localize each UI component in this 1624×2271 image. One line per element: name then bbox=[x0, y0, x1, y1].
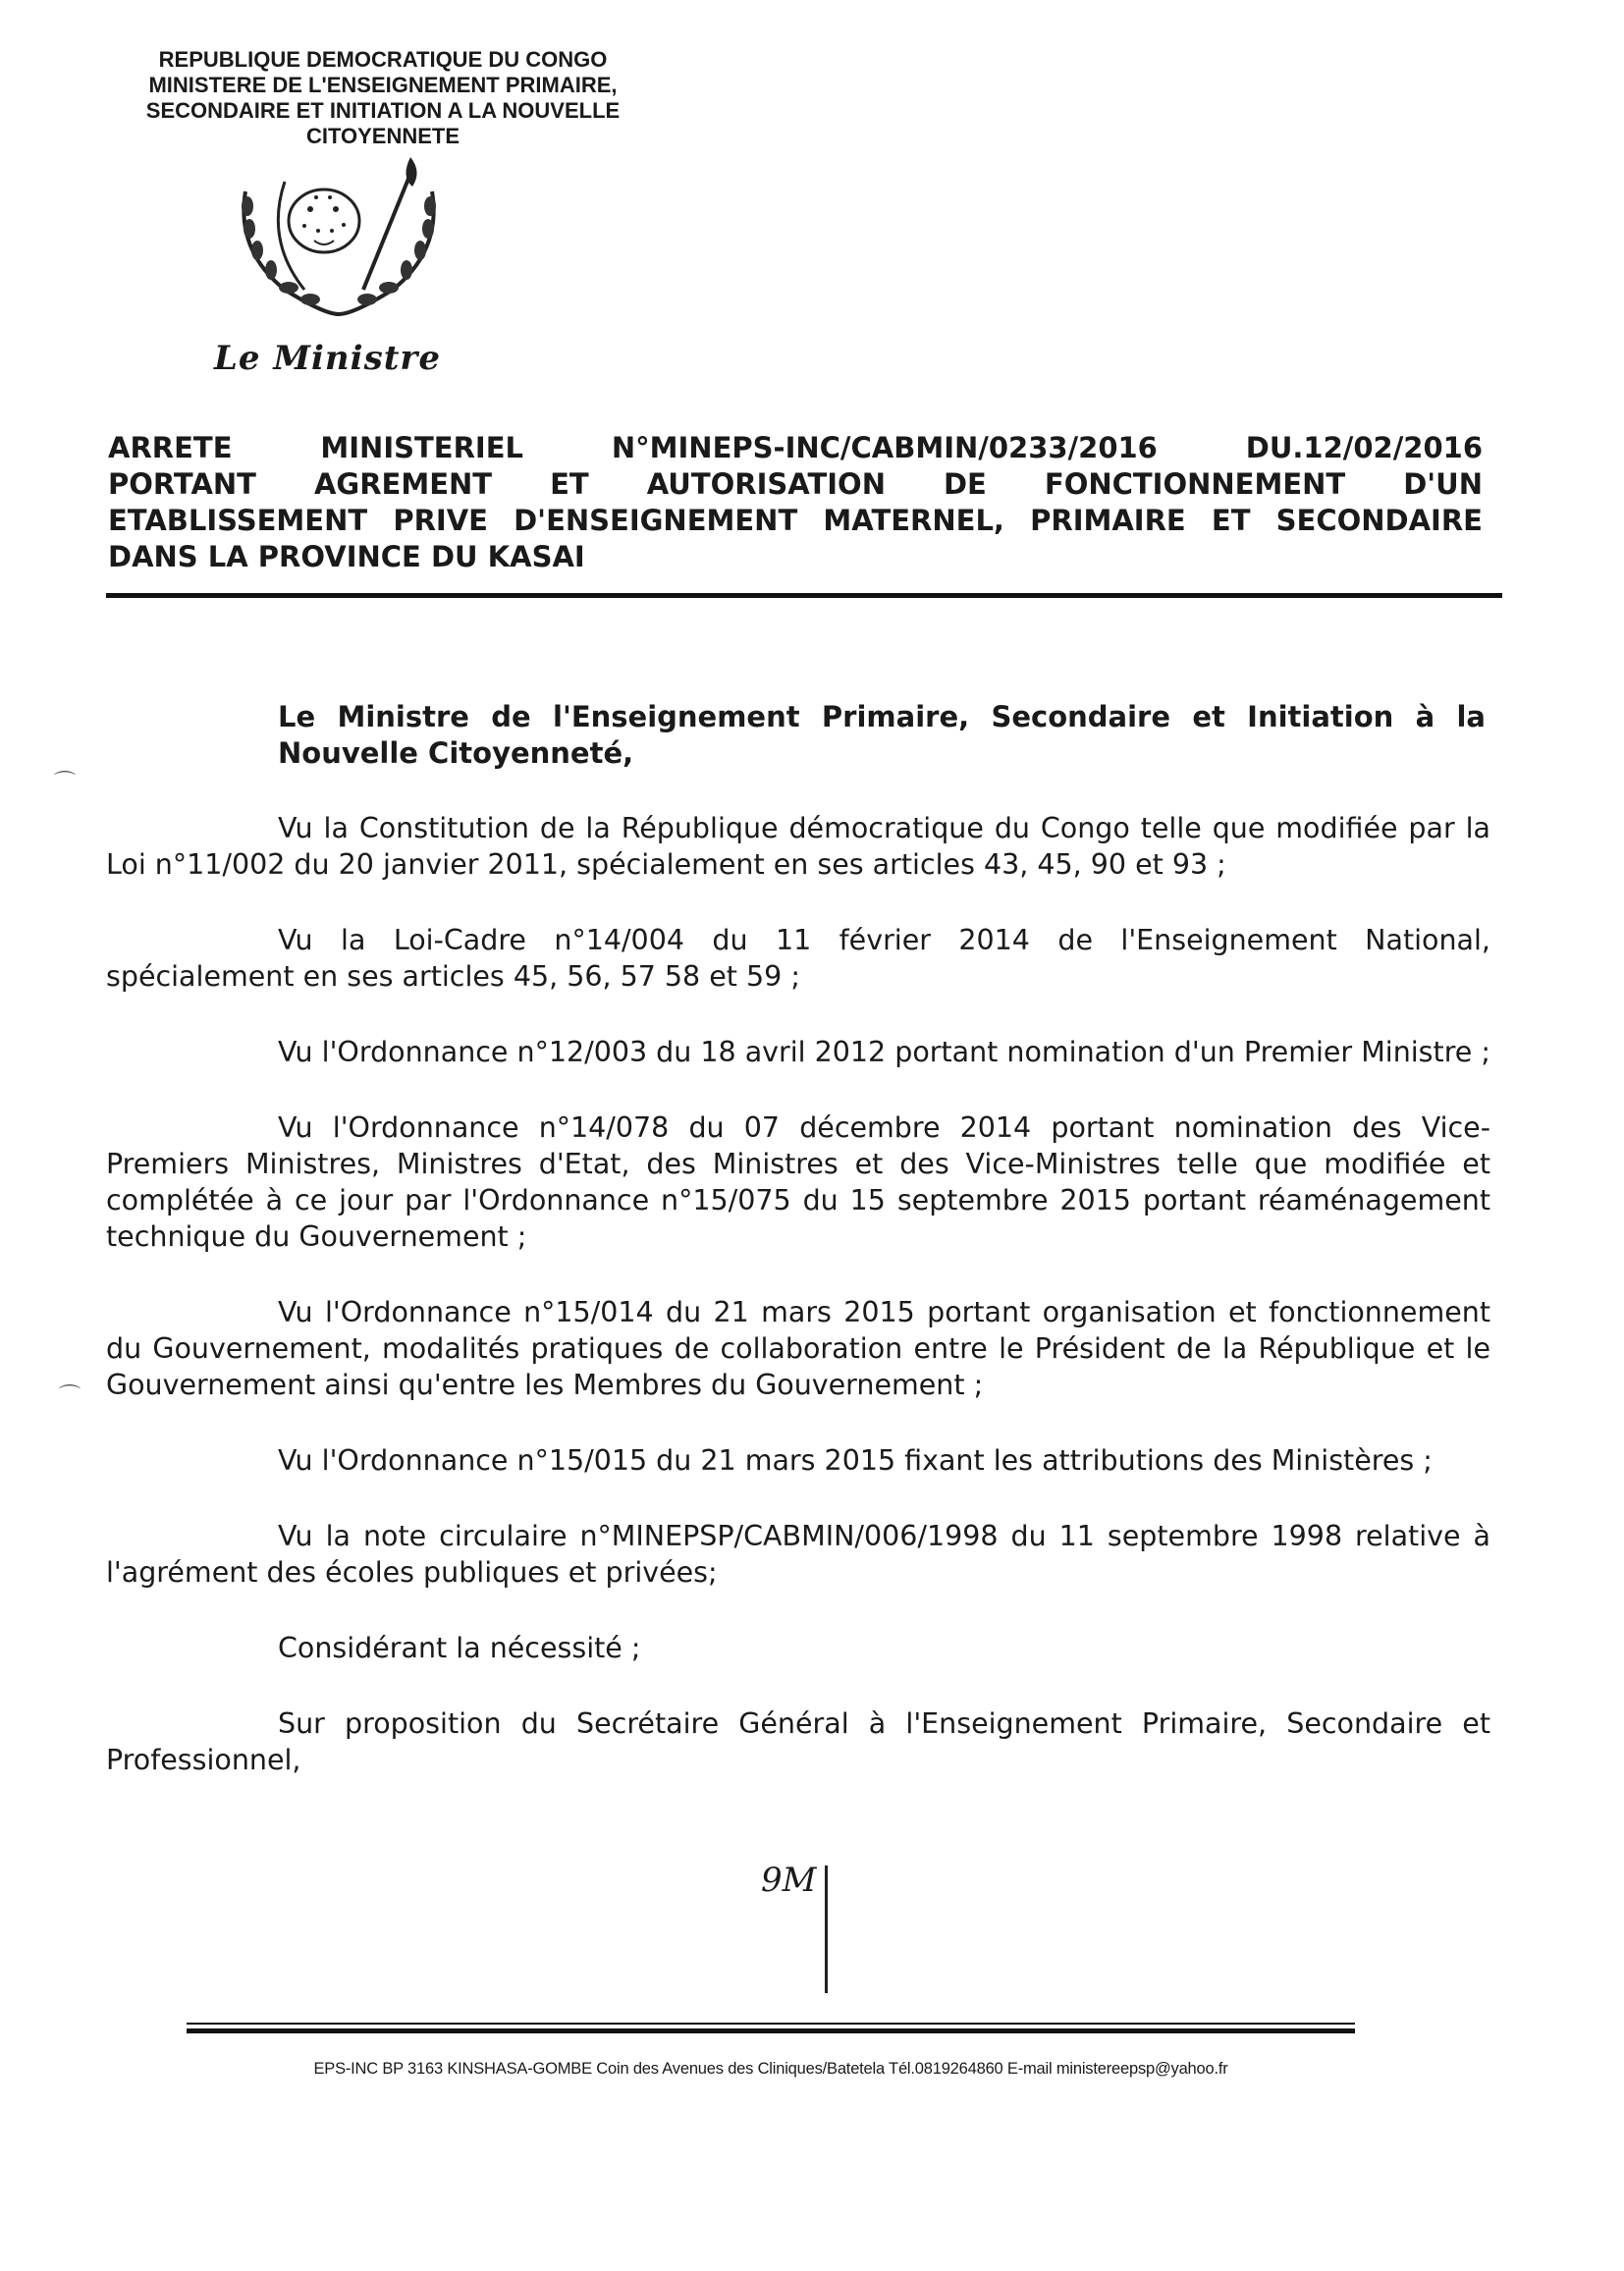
signatory-title: Le Ministre bbox=[214, 339, 441, 378]
header-line-country: REPUBLIQUE DEMOCRATIQUE DU CONGO bbox=[158, 47, 608, 72]
footer-contact: EPS-INC BP 3163 KINSHASA-GOMBE Coin des Avenues des Cliniques/Batetela Tél.0819264860 E-mail ministereepsp@yahoo.fr bbox=[313, 2060, 1228, 2078]
title-divider bbox=[106, 593, 1502, 598]
decree-subject-line-2: ETABLISSEMENT PRIVE D'ENSEIGNEMENT MATERNEL, PRIMAIRE ET SECONDAIRE bbox=[108, 504, 1483, 537]
decree-subject-line-1: PORTANT AGREMENT ET AUTORISATION DE FONCTIONNEMENT D'UN bbox=[108, 467, 1483, 501]
paragraph-ordonnance-premier-ministre: Vu l'Ordonnance n°12/003 du 18 avril 2012 portant nomination d'un Premier Ministre ; bbox=[278, 1036, 1490, 1068]
initials-mark: 9M bbox=[761, 1861, 817, 1900]
coat-of-arms-icon bbox=[226, 152, 452, 319]
decree-subject-line-3: DANS LA PROVINCE DU KASAI bbox=[108, 540, 585, 573]
paragraph-ordonnance-attributions: Vu l'Ordonnance n°15/015 du 21 mars 2015 fixant les attributions des Ministères ; bbox=[278, 1444, 1433, 1477]
decree-title bbox=[108, 430, 1483, 575]
legal-basis-list bbox=[106, 810, 1490, 1817]
minister-intro: Le Ministre de l'Enseignement Primaire, Secondaire et Initiation à la Nouvelle Citoyenneté, bbox=[278, 700, 1486, 770]
paragraph-constitution: Vu la Constitution de la République démocratique du Congo telle que modifiée par la Loi n°11/002 du 20 janvier 2011, spécialement en ses articles 43, 45, 90 et 93 ; bbox=[106, 812, 1490, 881]
scan-artifact: ⌒ bbox=[54, 771, 77, 795]
header-line-ministry-cont: SECONDAIRE ET INITIATION A LA NOUVELLE bbox=[145, 98, 621, 123]
paragraph-proposition: Sur proposition du Secrétaire Général à l'Enseignement Primaire, Secondaire et Professionnel, bbox=[106, 1707, 1490, 1776]
paragraph-loi-cadre: Vu la Loi-Cadre n°14/004 du 11 février 2014 de l'Enseignement National, spécialement en ses articles 45, 56, 57 58 et 59 ; bbox=[106, 924, 1490, 993]
ministry-header bbox=[98, 47, 668, 149]
paragraph-considerant: Considérant la nécessité ; bbox=[278, 1632, 641, 1664]
paragraph-note-circulaire: Vu la note circulaire n°MINEPSP/CABMIN/006/1998 du 11 septembre 1998 relative à l'agrément des écoles publiques et privées; bbox=[106, 1520, 1490, 1589]
header-line-citizenship: CITOYENNETE bbox=[305, 124, 460, 148]
scan-artifact: ⌒ bbox=[59, 1384, 81, 1409]
header-line-ministry: MINISTERE DE L'ENSEIGNEMENT PRIMAIRE, bbox=[148, 73, 618, 97]
initials-stroke bbox=[825, 1865, 828, 1993]
footer-divider-thin bbox=[187, 2023, 1355, 2025]
decree-number-line: ARRETE MINISTERIEL N°MINEPS-INC/CABMIN/0233/2016 DU.12/02/2016 bbox=[108, 431, 1483, 464]
paragraph-ordonnance-gouvernement: Vu l'Ordonnance n°14/078 du 07 décembre 2014 portant nomination des Vice-Premiers Ministres, Ministres d'Etat, des Ministres et des Vice-Ministres telle que modifiée et complétée à ce jour par l'Ordonnance n°15/075 du 15 septembre 2015 portant réaménagement technique du Gouvernement ; bbox=[106, 1111, 1490, 1253]
footer-divider-thick bbox=[187, 2028, 1355, 2033]
paragraph-ordonnance-organisation: Vu l'Ordonnance n°15/014 du 21 mars 2015 portant organisation et fonctionnement du Gouvernement, modalités pratiques de collaboration entre le Président de la République et le Gouvernement ainsi qu'entre les Membres du Gouvernement ; bbox=[106, 1296, 1490, 1401]
